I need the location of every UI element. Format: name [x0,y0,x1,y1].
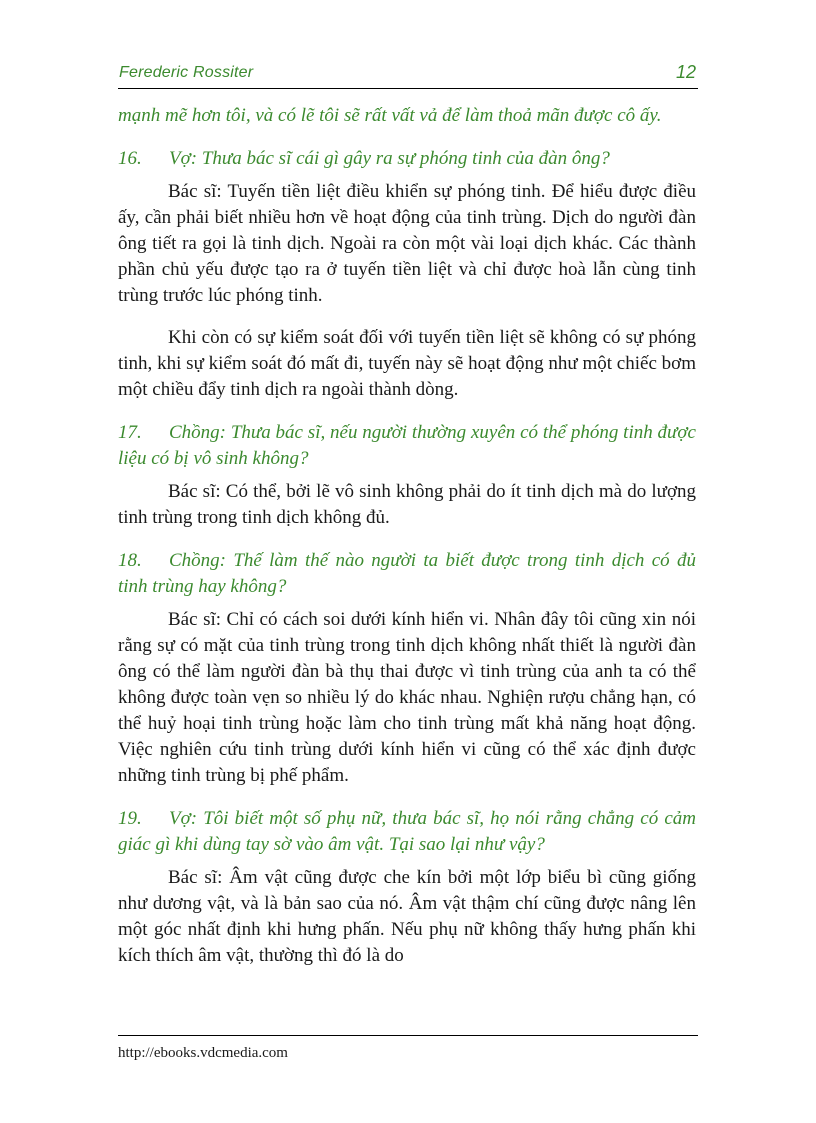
question-number: 19. [118,808,142,829]
running-author: Ferederic Rossiter [119,64,254,81]
page-number: 12 [675,62,696,82]
question-number: 16. [118,148,142,169]
footer-divider [118,1035,698,1036]
question-number: 17. [118,422,142,443]
question-number: 18. [118,550,142,571]
question-text: Chồng: Thưa bác sĩ, nếu người thường xuyên có thể phóng tinh được liệu có bị vô sinh không? [118,422,696,469]
page-body [118,103,696,969]
question-text: Vợ: Tôi biết một số phụ nữ, thưa bác sĩ, họ nói rằng chẳng có cảm giác gì khi dùng tay sờ vào âm vật. Tại sao lại như vậy? [118,808,696,855]
question-17 [118,420,696,472]
page-header [118,62,698,89]
footer-url[interactable]: http://ebooks.vdcmedia.com [118,1045,288,1061]
answer-paragraph: Bác sĩ: Tuyến tiền liệt điều khiển sự phóng tinh. Để hiểu được điều ấy, cần phải biết nhiều hơn về hoạt động của tinh trùng. Dịch do người đàn ông tiết ra gọi là tinh dịch. Ngoài ra còn một vài loại dịch khác. Các thành phần chủ yếu được tạo ra ở tuyến tiền liệt và chỉ được hoà lẫn cùng tinh trùng trước lúc phóng tinh. [118,181,696,306]
question-18 [118,548,696,600]
question-19 [118,806,696,858]
question-text: Vợ: Thưa bác sĩ cái gì gây ra sự phóng tinh của đàn ông? [169,148,610,169]
question-text: Chồng: Thế làm thế nào người ta biết được trong tinh dịch có đủ tinh trùng hay không? [118,550,696,597]
question-16 [118,146,696,172]
answer-paragraph: Bác sĩ: Có thể, bởi lẽ vô sinh không phải do ít tinh dịch mà do lượng tinh trùng trong tinh dịch không đủ. [118,481,696,528]
answer-paragraph: Bác sĩ: Chỉ có cách soi dưới kính hiển vi. Nhân đây tôi cũng xin nói rằng sự có mặt của tinh trùng trong tinh dịch không nhất thiết là người đàn ông có thể làm người đàn bà thụ thai được vì tinh trùng của anh ta có thể không được toàn vẹn so nhiều lý do khác nhau. Nghiện rượu chẳng hạn, có thể huỷ hoại tinh trùng hoặc làm cho tinh trùng mất khả năng hoạt động. Việc nghiên cứu tinh trùng dưới kính hiển vi cũng có thể xác định được những tinh trùng bị phế phẩm. [118,609,696,786]
answer-paragraph: Khi còn có sự kiểm soát đối với tuyến tiền liệt sẽ không có sự phóng tinh, khi sự kiểm soát đó mất đi, tuyến này sẽ hoạt động như một chiếc bơm một chiều đẩy tinh dịch ra ngoài thành dòng. [118,327,696,400]
intro-text: mạnh mẽ hơn tôi, và có lẽ tôi sẽ rất vất vả để làm thoả mãn được cô ấy. [118,105,662,126]
answer-paragraph: Bác sĩ: Âm vật cũng được che kín bởi một lớp biểu bì cũng giống như dương vật, và là bản sao của nó. Âm vật thậm chí cũng được nâng lên một góc nhất định khi hưng phấn. Nếu phụ nữ không thấy hưng phấn khi kích thích âm vật, thường thì đó là do [118,867,696,966]
